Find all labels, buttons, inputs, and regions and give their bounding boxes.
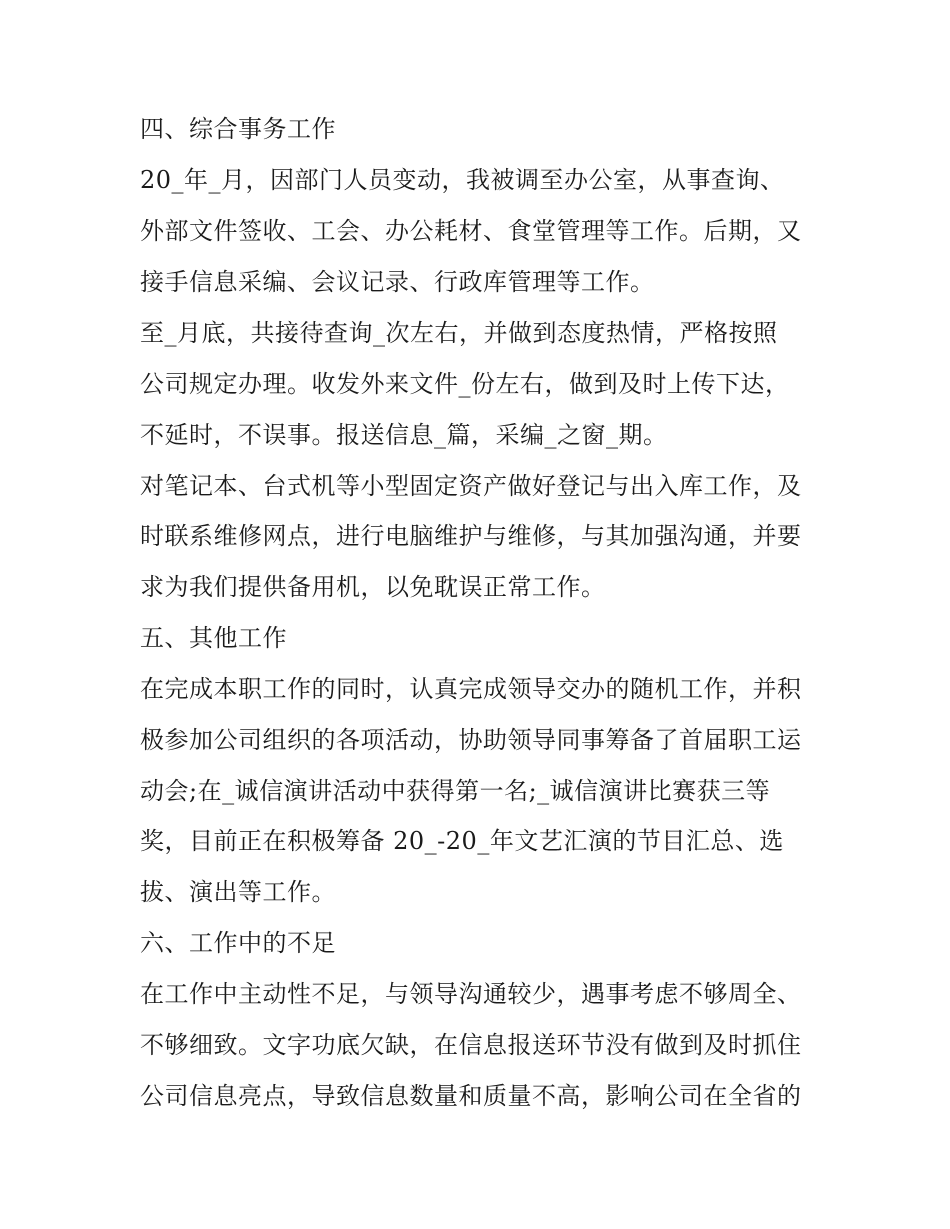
paragraph-line: 极参加公司组织的各项活动，协助领导同事筹备了首届职工运 xyxy=(140,726,802,754)
paragraph-line: 公司信息亮点，导致信息数量和质量不高，影响公司在全省的 xyxy=(140,1082,802,1110)
paragraph-line: 不延时，不误事。报送信息_篇，采编_之窗_期。 xyxy=(140,421,668,449)
paragraph-line: 求为我们提供备用机，以免耽误正常工作。 xyxy=(140,573,606,601)
paragraph-line: 在完成本职工作的同时，认真完成领导交办的随机工作，并积 xyxy=(140,675,802,703)
paragraph-line: 拔、演出等工作。 xyxy=(140,878,336,906)
paragraph-line: 公司规定办理。收发外来文件_份左右，做到及时上传下达， xyxy=(140,370,790,398)
section-heading: 四、综合事务工作 xyxy=(140,115,336,143)
paragraph-line: 外部文件签收、工会、办公耗材、食堂管理等工作。后期，又 xyxy=(140,217,802,245)
paragraph-line: 接手信息采编、会议记录、行政库管理等工作。 xyxy=(140,268,655,296)
paragraph-line: 动会;在_诚信演讲活动中获得第一名;_诚信演讲比赛获三等 xyxy=(140,777,771,805)
paragraph-line: 奖，目前正在积极筹备 20_-20_年文艺汇演的节目汇总、选 xyxy=(140,827,784,855)
paragraph-line: 对笔记本、台式机等小型固定资产做好登记与出入库工作，及 xyxy=(140,472,802,500)
section-heading: 五、其他工作 xyxy=(140,624,287,652)
paragraph-line: 至_月底，共接待查询_次左右，并做到态度热情，严格按照 xyxy=(140,319,778,347)
paragraph-line: 不够细致。文字功底欠缺，在信息报送环节没有做到及时抓住 xyxy=(140,1031,802,1059)
paragraph-line: 时联系维修网点，进行电脑维护与维修，与其加强沟通，并要 xyxy=(140,522,802,550)
section-heading: 六、工作中的不足 xyxy=(140,929,336,957)
paragraph-line: 在工作中主动性不足，与领导沟通较少，遇事考虑不够周全、 xyxy=(140,980,802,1008)
paragraph-line: 20_年_月，因部门人员变动，我被调至办公室，从事查询、 xyxy=(140,166,785,194)
